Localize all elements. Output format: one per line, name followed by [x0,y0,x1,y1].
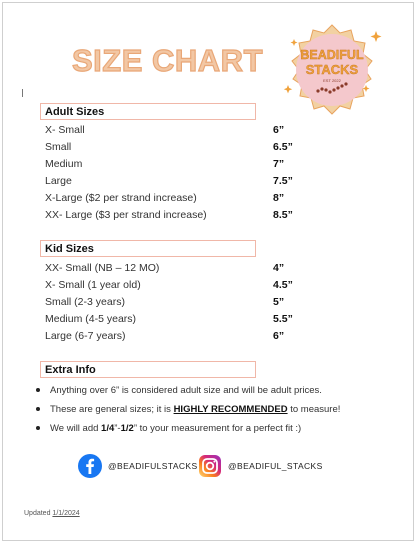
bullet-icon [36,407,40,411]
list-item [36,419,396,438]
list-item [36,381,396,400]
facebook-icon [78,454,102,478]
table-row [45,122,375,138]
size-label: Large [45,175,72,187]
table-row [45,173,375,189]
extra-info-text: These are general sizes; it is [50,404,174,415]
extra-info-text: to measure! [287,404,341,415]
instagram-icon [198,454,222,478]
size-label: X-Large ($2 per strand increase) [45,192,197,204]
extra-info-text: ” to your measurement for a perfect fit :) [133,423,302,434]
logo-line1: BEADIFUL [300,48,364,62]
updated-note [24,510,80,517]
size-value: 5” [273,296,285,308]
size-label: Small [45,141,72,153]
table-row [45,294,375,310]
page-title: SIZE CHART [72,43,263,78]
size-value: 8” [273,192,285,204]
size-label: X- Small [45,124,85,136]
beadiful-stacks-logo [270,21,394,121]
table-row [45,156,375,172]
highly-recommended-text: HIGHLY RECOMMENDED [173,404,288,415]
bullet-icon [36,388,40,392]
size-label: Medium [45,158,83,170]
instagram-handle[interactable] [198,451,323,481]
logo-est: EST 2022 [323,78,341,83]
size-label: Small (2-3 years) [45,296,125,308]
table-row [45,139,375,155]
bullet-icon [36,426,40,430]
fraction-quarter: 1/4 [101,423,115,434]
size-value: 4.5” [273,279,293,291]
size-value: 4” [273,262,285,274]
table-row [45,311,375,327]
size-label: X- Small (1 year old) [45,279,141,291]
kid-sizes-heading: Kid Sizes [40,240,256,257]
size-label: XX- Small (NB – 12 MO) [45,262,160,274]
size-label: XX- Large ($3 per strand increase) [45,209,207,221]
text-cursor [22,89,23,97]
size-value: 5.5” [273,313,293,325]
size-label: Medium (4-5 years) [45,313,137,325]
table-row [45,260,375,276]
size-value: 6.5” [273,141,293,153]
instagram-handle-text: @BEADIFUL_STACKS [228,461,323,471]
extra-info-text: Anything over 6” is considered adult size and will be adult prices. [50,385,322,396]
extra-info-heading: Extra Info [40,361,256,378]
logo-line2: STACKS [305,62,359,77]
size-value: 7” [273,158,285,170]
updated-label: Updated [24,510,53,517]
table-row [45,207,375,223]
table-row [45,190,375,206]
list-item [36,400,396,419]
table-row [45,277,375,293]
extra-info-text: ”- [114,423,121,434]
size-value: 8.5” [273,209,293,221]
size-value: 7.5” [273,175,293,187]
extra-info-text: We will add [50,423,102,434]
size-value: 6” [273,124,285,136]
facebook-handle-text: @BEADIFULSTACKS [108,461,198,471]
fraction-half: 1/2 [120,423,134,434]
updated-date: 1/1/2024 [52,510,80,517]
adult-sizes-heading: Adult Sizes [40,103,256,120]
facebook-handle[interactable] [78,451,198,481]
table-row [45,328,375,344]
size-value: 6” [273,330,285,342]
size-label: Large (6-7 years) [45,330,126,342]
extra-info-list [36,381,396,438]
